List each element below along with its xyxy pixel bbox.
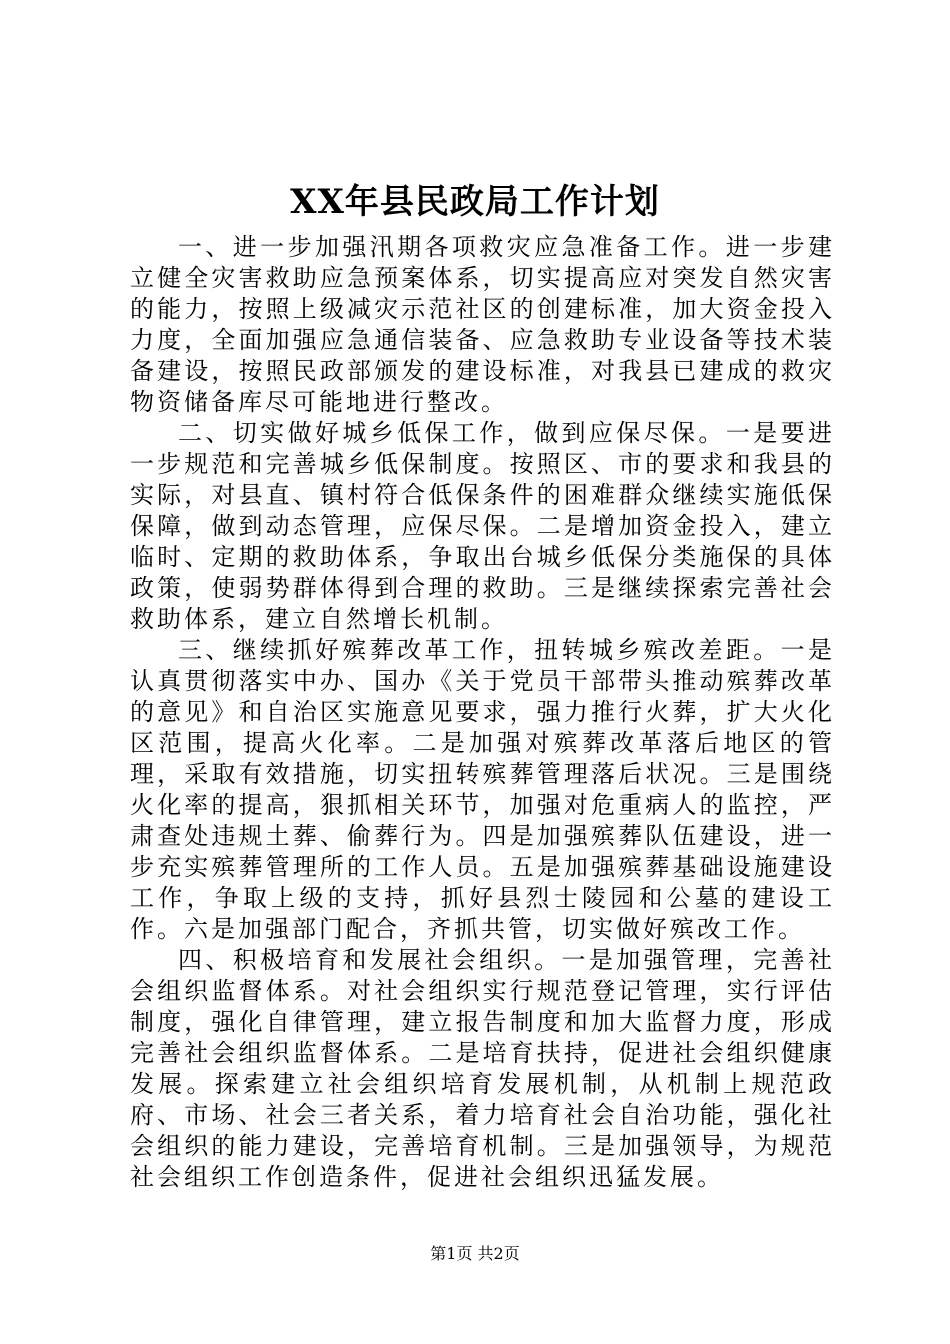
document-title: XX年县民政局工作计划: [290, 182, 660, 222]
document-body: [130, 232, 835, 1193]
paragraph-minimum-living-security: 二、切实做好城乡低保工作，做到应保尽保。一是要进一步规范和完善城乡低保制度。按照区、市的要求和我县的实际，对县直、镇村符合低保条件的困难群众继续实施低保保障，做到动态管理，应保尽保。二是增加资金投入，建立临时、定期的救助体系，争取出台城乡低保分类施保的具体政策，使弱势群体得到合理的救助。三是继续探索完善社会救助体系，建立自然增长机制。: [130, 419, 835, 633]
paragraph-disaster-relief: 一、进一步加强汛期各项救灾应急准备工作。进一步建立健全灾害救助应急预案体系，切实提高应对突发自然灾害的能力，按照上级减灾示范社区的创建标准，加大资金投入力度，全面加强应急通信装备、应急救助专业设备等技术装备建设，按照民政部颁发的建设标准，对我县已建成的救灾物资储备库尽可能地进行整改。: [130, 233, 835, 416]
page-number-footer: 第1页 共2页: [430, 1244, 520, 1263]
paragraph-funeral-reform: 三、继续抓好殡葬改革工作，扭转城乡殡改差距。一是认真贯彻落实中办、国办《关于党员干部带头推动殡葬改革的意见》和自治区实施意见要求，强力推行火葬，扩大火化区范围，提高火化率。二是加强对殡葬改革落后地区的管理，采取有效措施，切实扭转殡葬管理落后状况。三是围绕火化率的提高，狠抓相关环节，加强对危重病人的监控，严肃查处违规土葬、偷葬行为。四是加强殡葬队伍建设，进一步充实殡葬管理所的工作人员。五是加强殡葬基础设施建设工作，争取上级的支持，抓好县烈士陵园和公墓的建设工作。六是加强部门配合，齐抓共管，切实做好殡改工作。: [130, 636, 835, 943]
paragraph-social-organizations: 四、积极培育和发展社会组织。一是加强管理，完善社会组织监督体系。对社会组织实行规范登记管理，实行评估制度，强化自律管理，建立报告制度和加大监督力度，形成完善社会组织监督体系。二是培育扶持，促进社会组织健康发展。探索建立社会组织培育发展机制，从机制上规范政府、市场、社会三者关系，着力培育社会自治功能，强化社会组织的能力建设，完善培育机制。三是加强领导，为规范社会组织工作创造条件，促进社会组织迅猛发展。: [130, 946, 835, 1191]
